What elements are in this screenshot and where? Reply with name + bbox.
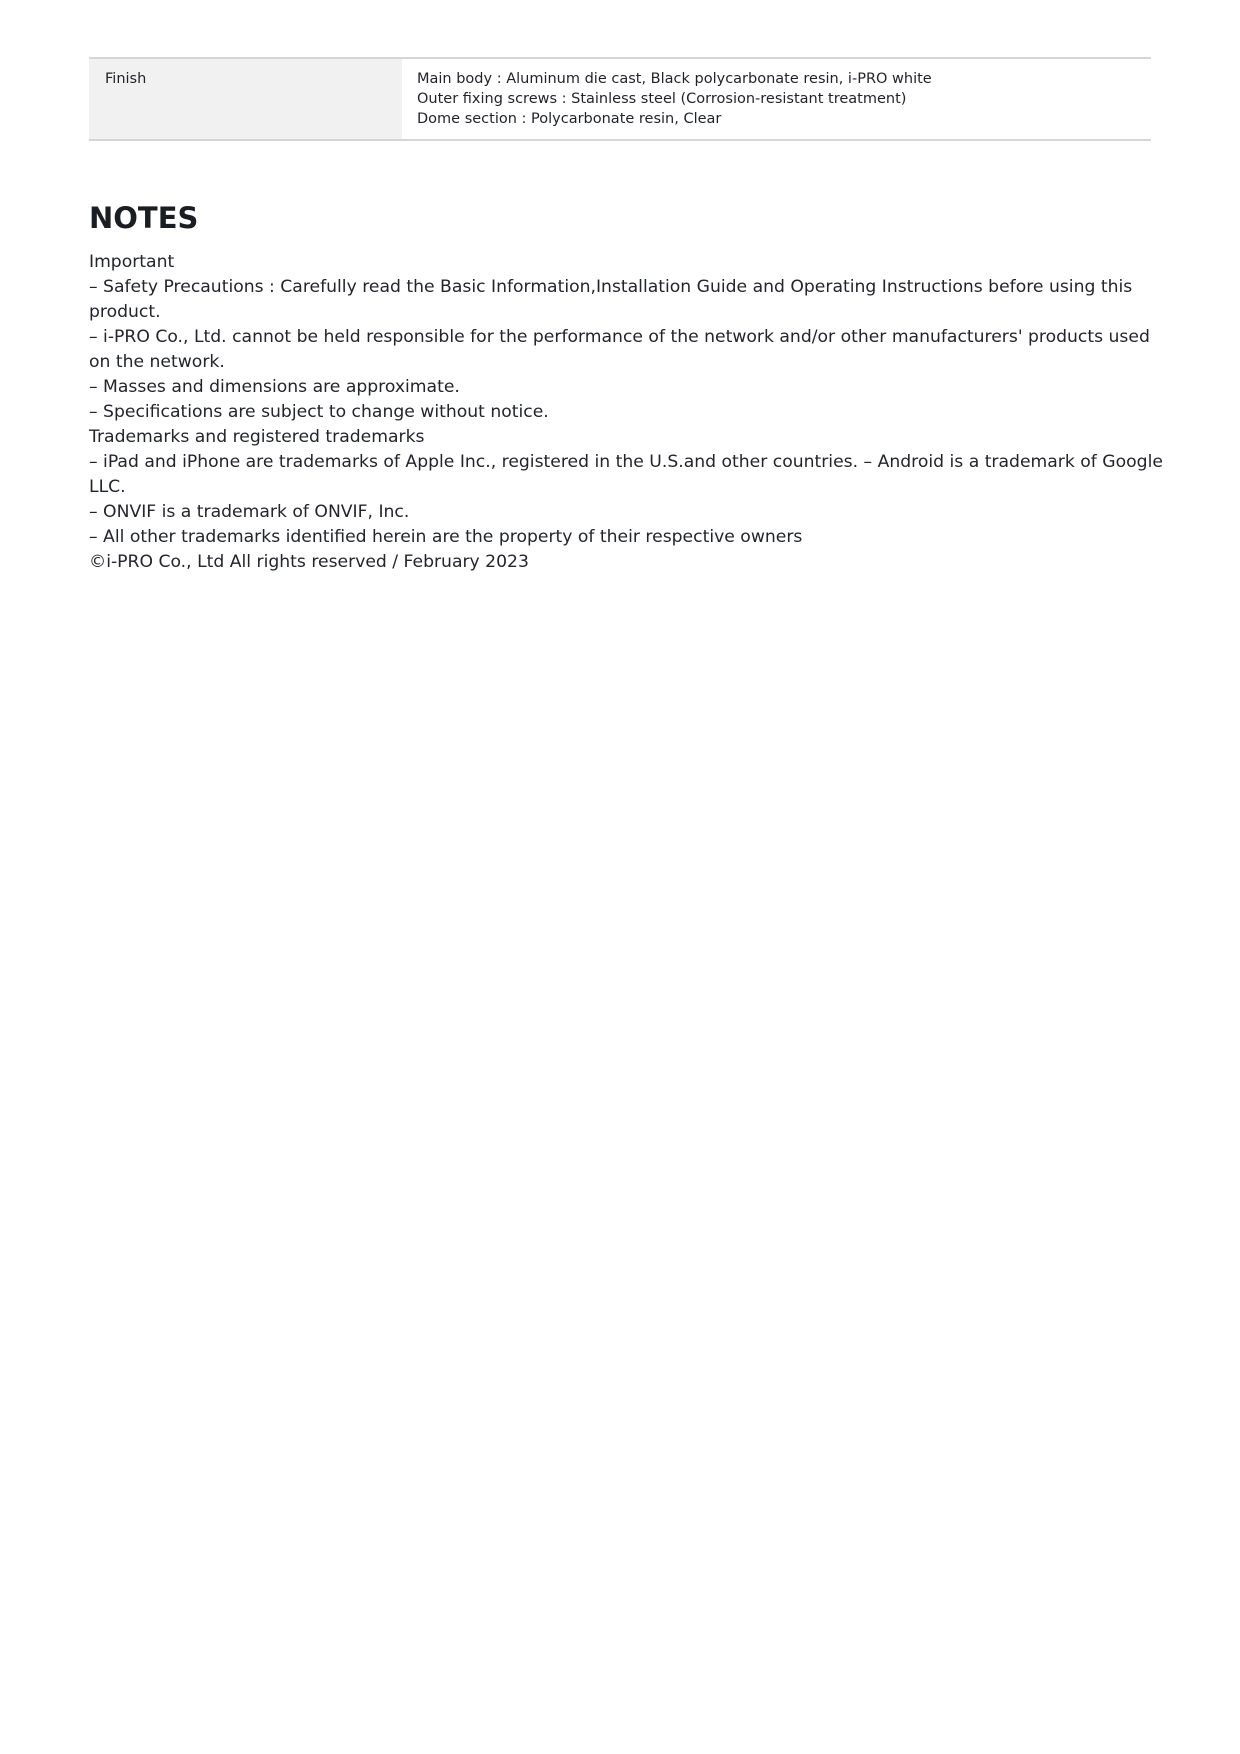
notes-item: – Safety Precautions : Carefully read the Basic Information,Installation Guide and Operating Instructions before using this product. [89,277,1133,322]
spec-value-line: Outer fixing screws : Stainless steel (Corrosion-resistant treatment) [417,91,907,107]
table-row [89,58,1151,140]
spec-label-finish: Finish [89,58,402,140]
spec-table [89,57,1151,141]
notes-item: – ONVIF is a trademark of ONVIF, Inc. [89,502,410,522]
notes-item: – Specifications are subject to change without notice. [89,402,549,422]
notes-item: – iPad and iPhone are trademarks of Apple Inc., registered in the U.S.and other countries. – Android is a trademark of Google LLC. [89,452,1163,497]
notes-heading: NOTES [89,201,199,235]
notes-item: – i-PRO Co., Ltd. cannot be held responsible for the performance of the network and/or other manufacturers' products used on the network. [89,327,1150,372]
spec-value-line: Main body : Aluminum die cast, Black polycarbonate resin, i-PRO white [417,71,932,87]
notes-subheading-important: Important [89,252,175,272]
notes-item: – Masses and dimensions are approximate. [89,377,460,397]
notes-item: – All other trademarks identified herein are the property of their respective owners [89,527,803,547]
spec-value-line: Dome section : Polycarbonate resin, Clear [417,111,722,127]
notes-body [89,250,1164,575]
copyright-notice: ©i-PRO Co., Ltd All rights reserved / February 2023 [89,552,529,572]
spec-value-finish [402,58,1151,140]
notes-subheading-trademarks: Trademarks and registered trademarks [89,427,425,447]
